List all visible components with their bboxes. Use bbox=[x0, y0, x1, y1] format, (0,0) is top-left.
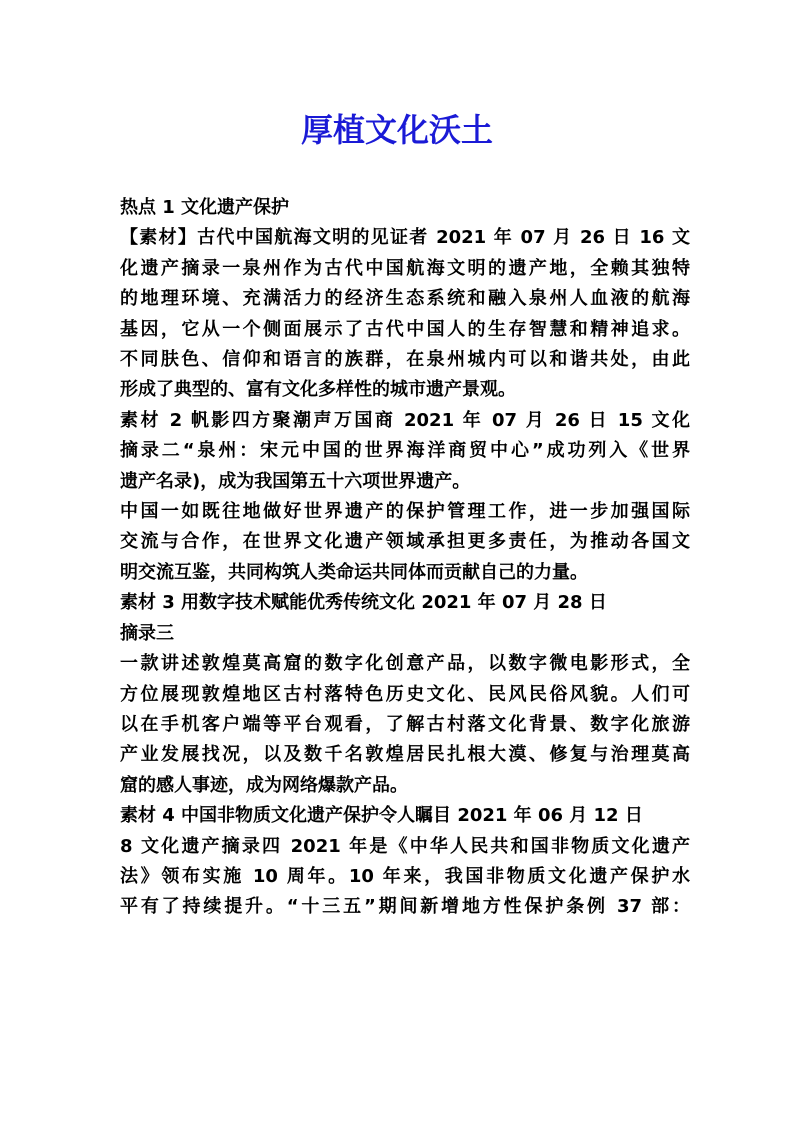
text-line: 基因，它从一个侧面展示了古代中国人的生存智慧和精神追求。 bbox=[120, 318, 690, 340]
text-line: 素材 4 中国非物质文化遗产保护令人瞩目 2021 年 06 月 12 日 bbox=[120, 805, 643, 827]
text-line: 素材 3 用数字技术赋能优秀传统文化 2021 年 07 月 28 日 bbox=[120, 592, 607, 614]
text-line: 中国一如既往地做好世界遗产的保护管理工作，进一步加强国际 bbox=[120, 501, 690, 523]
text-line: 遗产名录)，成为我国第五十六项世界遗产。 bbox=[120, 470, 471, 492]
document-title: 厚植文化沃土 bbox=[300, 111, 493, 149]
text-line: 摘录二“泉州：宋元中国的世界海洋商贸中心”成功列入《世界 bbox=[120, 440, 690, 462]
text-line: 不同肤色、信仰和语言的族群，在泉州城内可以和谐共处，由此 bbox=[120, 349, 690, 371]
text-line: 一款讲述敦煌莫高窟的数字化创意产品，以数字微电影形式，全 bbox=[120, 653, 690, 675]
text-line: 热点 1 文化遗产保护 bbox=[120, 197, 290, 218]
text-line: 明交流互鉴，共同构筑人类命运共同体而贡献自己的力量。 bbox=[120, 561, 588, 583]
text-line: 窟的感人事迹，成为网络爆款产品。 bbox=[120, 774, 408, 796]
text-line: 的地理环境、充满活力的经济生态系统和融入泉州人血液的航海 bbox=[120, 288, 690, 310]
text-line: 交流与合作，在世界文化遗产领域承担更多责任，为推动各国文 bbox=[120, 531, 690, 553]
text-line: 【素材】古代中国航海文明的见证者 2021 年 07 月 26 日 16 文 bbox=[120, 227, 690, 249]
text-line: 8 文化遗产摘录四 2021 年是《中华人民共和国非物质文化遗产 bbox=[120, 835, 690, 857]
text-line: 以在手机客户端等平台观看，了解古村落文化背景、数字化旅游 bbox=[120, 713, 690, 735]
text-line: 产业发展找况，以及数千名敦煌居民扎根大漠、修复与治理莫高 bbox=[120, 744, 690, 766]
text-line: 形成了典型的、富有文化多样性的城市遗产景观。 bbox=[120, 379, 516, 401]
text-line: 方位展现敦煌地区古村落特色历史文化、民风民俗风貌。人们可 bbox=[120, 683, 690, 705]
text-line: 平有了持续提升。“十三五”期间新增地方性保护条例 37 部： bbox=[120, 896, 690, 918]
text-line: 化遗产摘录一泉州作为古代中国航海文明的遗产地，全赖其独特 bbox=[120, 257, 690, 279]
text-line: 法》领布实施 10 周年。10 年来，我国非物质文化遗产保护水 bbox=[120, 865, 690, 887]
document-body bbox=[120, 193, 690, 923]
text-line: 素材 2 帆影四方聚潮声万国商 2021 年 07 月 26 日 15 文化 bbox=[120, 409, 690, 431]
text-line: 摘录三 bbox=[120, 622, 174, 644]
